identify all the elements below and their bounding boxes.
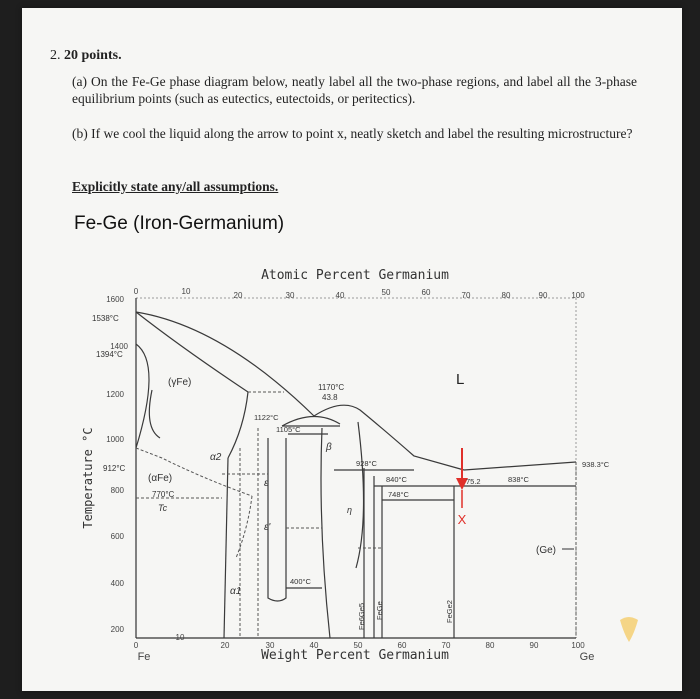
ge-phase-label: (Ge) xyxy=(536,545,556,556)
top-tick: 100 xyxy=(571,291,585,300)
y-tick: 600 xyxy=(110,532,124,541)
point-x-label: X xyxy=(457,512,467,527)
alpha1-label: α1 xyxy=(230,586,242,597)
bottom-tick: 100 xyxy=(571,641,585,650)
beta-left xyxy=(321,428,330,638)
question-sheet xyxy=(22,8,682,691)
annotations xyxy=(92,314,610,630)
fe-912-label: 912°C xyxy=(103,464,126,473)
plot-frame xyxy=(136,298,576,638)
y-tick: 1200 xyxy=(106,390,124,399)
left-element-label: Fe xyxy=(137,651,151,663)
t-838-label: 838°C xyxy=(508,475,529,484)
t-1122-label: 1122°C xyxy=(254,413,279,422)
curie-tc-label: Tc xyxy=(158,503,168,513)
bottom-tick: 0 xyxy=(133,641,139,650)
top-tick: 20 xyxy=(233,291,243,300)
bottom-tick: 50 xyxy=(353,641,363,650)
bottom-tick: 90 xyxy=(529,641,539,650)
fe-1394-label: 1394°C xyxy=(96,350,123,359)
bottom-axis-label: Weight Percent Germanium xyxy=(261,648,449,663)
light-glare xyxy=(614,612,644,652)
y-tick: 800 xyxy=(110,486,124,495)
fe-melt-label: 1538°C xyxy=(92,314,119,323)
top-tick: 10 xyxy=(181,287,191,296)
t-1170-label: 1170°C xyxy=(318,383,345,392)
top-tick: 0 xyxy=(133,287,139,296)
top-tick: 80 xyxy=(501,291,511,300)
bottom-tick: 40 xyxy=(309,641,319,650)
cooling-arrow xyxy=(456,448,468,527)
alpha-boundary xyxy=(228,392,248,458)
question-number: 2. xyxy=(50,48,61,63)
t-938-label: 938.3°C xyxy=(582,460,610,469)
t-928-label: 928°C xyxy=(356,459,377,468)
y-tick: 400 xyxy=(110,579,124,588)
beta-label: β xyxy=(326,442,332,453)
x-438-label: 43.8 xyxy=(322,393,338,402)
alpha2-label: α2 xyxy=(210,452,222,463)
alpha-solvus xyxy=(224,458,228,638)
fege2-label: FeGe2 xyxy=(445,600,454,623)
y-tick: 1000 xyxy=(106,435,124,444)
eta-label: η xyxy=(347,505,352,515)
bottom-tick: 20 xyxy=(220,641,230,650)
fege-label: FeGe xyxy=(375,601,384,620)
t-748-label: 748°C xyxy=(388,490,409,499)
top-tick: 30 xyxy=(285,291,295,300)
liquidus-right xyxy=(464,462,576,470)
y-axis-label: Temperature °C xyxy=(81,427,95,529)
bottom-ticks xyxy=(134,633,585,650)
part-b-text: (b) If we cool the liquid along the arrow to point x, neatly sketch and label the resulting microstructure? xyxy=(72,126,633,141)
top-tick: 90 xyxy=(538,291,548,300)
bottom-tick: 70 xyxy=(441,641,451,650)
question-points: 20 points. xyxy=(64,48,122,63)
top-axis-label: Atomic Percent Germanium xyxy=(261,268,449,283)
bottom-tick: 30 xyxy=(265,641,275,650)
bottom-tick: 10 xyxy=(175,633,185,642)
top-tick: 70 xyxy=(461,291,471,300)
y-tick: 1600 xyxy=(106,295,124,304)
top-tick: 40 xyxy=(335,291,345,300)
part-a-text: (a) On the Fe-Ge phase diagram below, neatly label all the two-phase regions, and label all the 3-phase equilibrium points (such as eutectics, eutectoids, or peritectics). xyxy=(72,74,637,106)
a2-boundary xyxy=(136,448,252,496)
y-tick: 200 xyxy=(110,625,124,634)
assumptions-note: Explicitly state any/all assumptions. xyxy=(72,179,279,194)
comp-752-label: 75.2 xyxy=(466,477,481,486)
bottom-tick: 80 xyxy=(485,641,495,650)
alpha-label: (αFe) xyxy=(148,473,173,484)
gamma-loop xyxy=(136,344,149,448)
a2-a1-boundary xyxy=(236,496,252,558)
phase-diagram xyxy=(22,8,682,691)
liquid-label: L xyxy=(456,371,465,388)
curie-temp-label: 770°C xyxy=(152,490,175,499)
fe6ge5-label: Fe6Ge5 xyxy=(357,602,366,630)
t-400-label: 400°C xyxy=(290,577,311,586)
right-element-label: Ge xyxy=(579,651,595,663)
liquidus-middle xyxy=(314,405,464,470)
solidus-left xyxy=(136,312,248,392)
figure-title: Fe-Ge (Iron-Germanium) xyxy=(74,213,285,234)
bottom-tick: 60 xyxy=(397,641,407,650)
liquidus-upper xyxy=(136,312,314,416)
top-tick: 50 xyxy=(381,288,391,297)
gamma-label: (γFe) xyxy=(168,377,192,388)
t-840-label: 840°C xyxy=(386,475,407,484)
t-1105-label: 1105°C xyxy=(276,425,301,434)
gamma-loop-inner xyxy=(149,390,160,438)
epsilon-label: ε xyxy=(264,478,269,489)
epsilon-prime-label: ε' xyxy=(264,522,271,533)
dashed-boundaries xyxy=(136,392,576,638)
top-tick: 60 xyxy=(421,288,431,297)
y-tick: 1400 xyxy=(110,342,128,351)
epsilon-field xyxy=(268,438,286,601)
beta-right xyxy=(356,422,364,568)
